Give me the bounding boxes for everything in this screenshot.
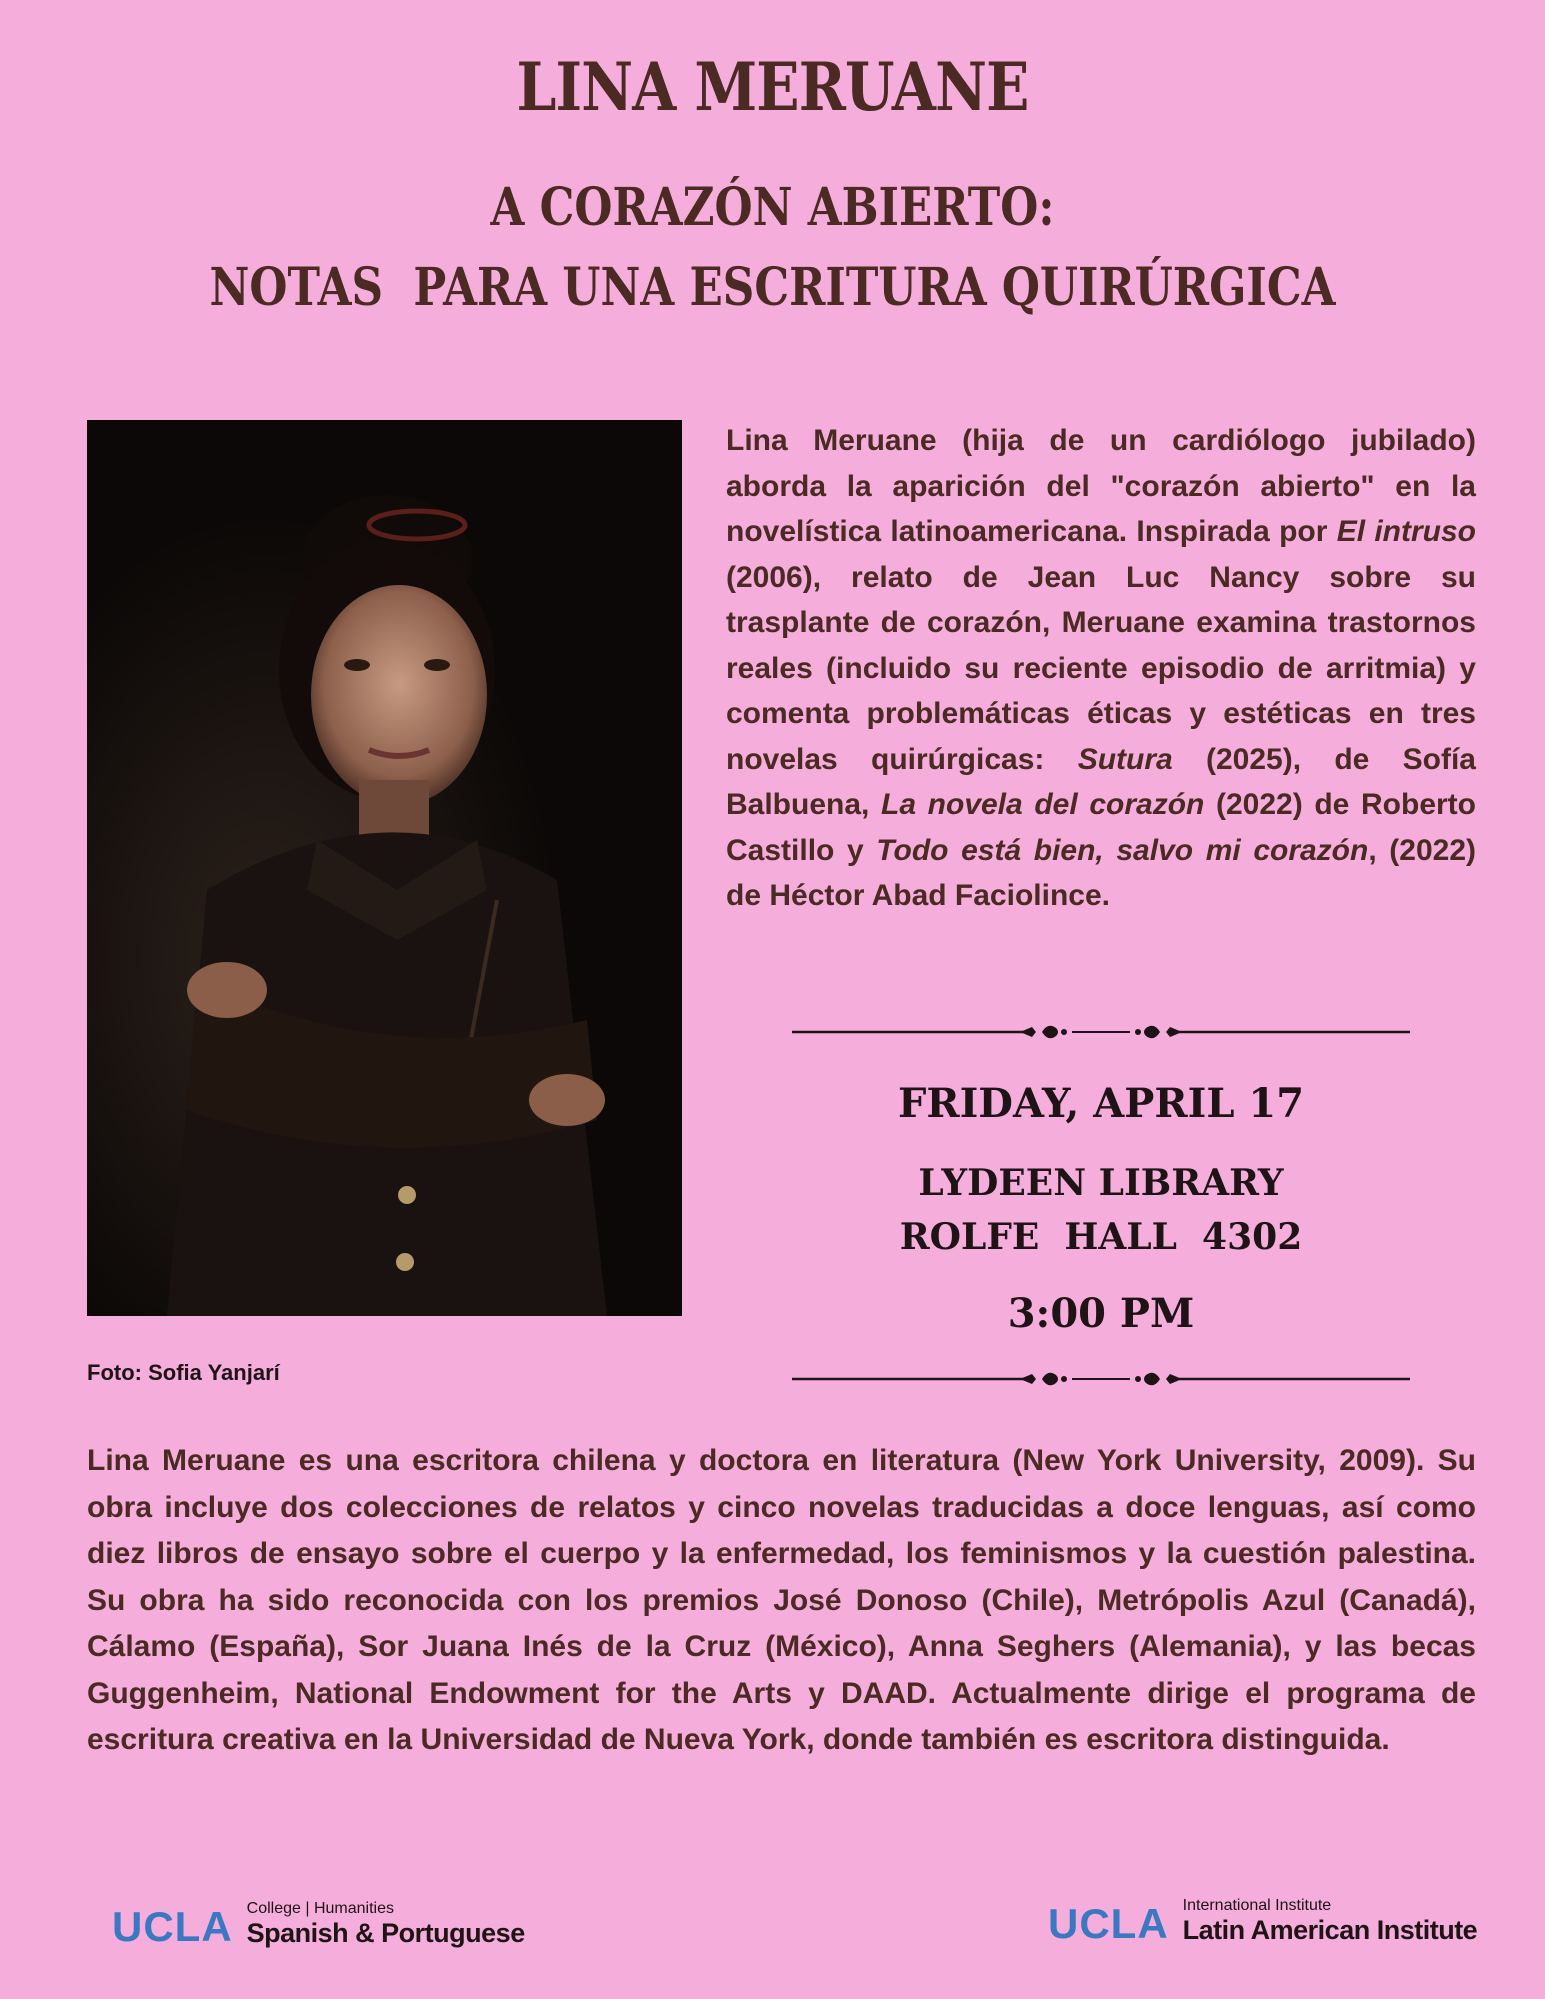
event-venue-line-2: ROLFE HALL 4302 bbox=[899, 1216, 1303, 1258]
author-portrait-illustration bbox=[87, 420, 682, 1316]
intro-text-4: (2022) de Roberto Castillo y bbox=[726, 788, 1477, 867]
ucla-spanish-portuguese-logo bbox=[112, 1900, 525, 1948]
intro-text-2: (2006), relato de Jean Luc Nancy sobre su trasplante de corazón, Meruane examina trastornos reales (incluido su reciente episodio de arritmia) y comenta problemáticas éticas y estéticas en tres novelas quirúrgicas: bbox=[726, 560, 1476, 776]
author-photo bbox=[87, 420, 682, 1316]
ucla-latin-american-institute-logo bbox=[1048, 1897, 1477, 1945]
photo-caption: Foto: Sofia Yanjarí bbox=[87, 1360, 280, 1385]
logo-right-small-text: International Institute bbox=[1182, 1897, 1332, 1914]
ucla-wordmark-right: UCLA bbox=[1048, 1900, 1169, 1947]
subtitle-line-2: NOTAS PARA UNA ESCRITURA QUIRÚRGICA bbox=[209, 257, 1336, 318]
logo-left-department: Spanish & Portuguese bbox=[246, 1918, 525, 1948]
book-title-sutura: Sutura bbox=[1077, 742, 1173, 776]
book-title-el-intruso: El intruso bbox=[1336, 515, 1476, 548]
intro-text-3: (2025), de Sofía Balbuena, bbox=[726, 742, 1476, 821]
book-title-novela-del-corazon: La novela del corazón bbox=[881, 788, 1205, 821]
event-date: FRIDAY, APRIL 17 bbox=[897, 1080, 1305, 1127]
event-venue-line-1: LYDEEN LIBRARY bbox=[918, 1162, 1284, 1204]
book-title-todo-esta-bien: Todo está bien, salvo mi corazón bbox=[876, 833, 1369, 867]
event-time: 3:00 PM bbox=[1007, 1290, 1195, 1337]
ucla-wordmark-left: UCLA bbox=[112, 1903, 233, 1950]
event-title: LINA MERUANE bbox=[516, 48, 1029, 126]
author-bio: Lina Meruane es una escritora chilena y doctora en literatura (New York University, 2009). Su obra incluye dos colecciones de relatos y cinco novelas traducidas a doce lenguas, así como diez libros de ensayo sobre el cuerpo y la enfermedad, los feminismos y la cuestión palestina. Su obra ha sido reconocida con los premios José Donoso (Chile), Metrópolis Azul (Canadá), Cálamo (España), Sor Juana Inés de la Cruz (México), Anna Seghers (Alemania), y las becas Guggenheim, National Endowment for the Arts y DAAD. Actualmente dirige el programa de escritura creativa en la Universidad de Nueva York, donde también es escritora distinguida. bbox=[87, 1444, 1476, 1756]
event-subtitle bbox=[124, 168, 1422, 328]
logo-right-institute: Latin American Institute bbox=[1182, 1915, 1478, 1945]
ornament-divider-bottom bbox=[792, 1367, 1410, 1391]
intro-text-5: , (2022) de Héctor Abad Faciolince. bbox=[726, 833, 1477, 912]
ornament-divider-top bbox=[792, 1020, 1410, 1044]
subtitle-line-1: A CORAZÓN ABIERTO: bbox=[490, 177, 1055, 238]
logo-left-small-text: College | Humanities bbox=[246, 1900, 394, 1917]
intro-text-1: Lina Meruane (hija de un cardiólogo jubilado) aborda la aparición del "corazón abierto" en la novelística latinoamericana. Inspirada por bbox=[726, 424, 1476, 548]
talk-description bbox=[726, 418, 1476, 919]
